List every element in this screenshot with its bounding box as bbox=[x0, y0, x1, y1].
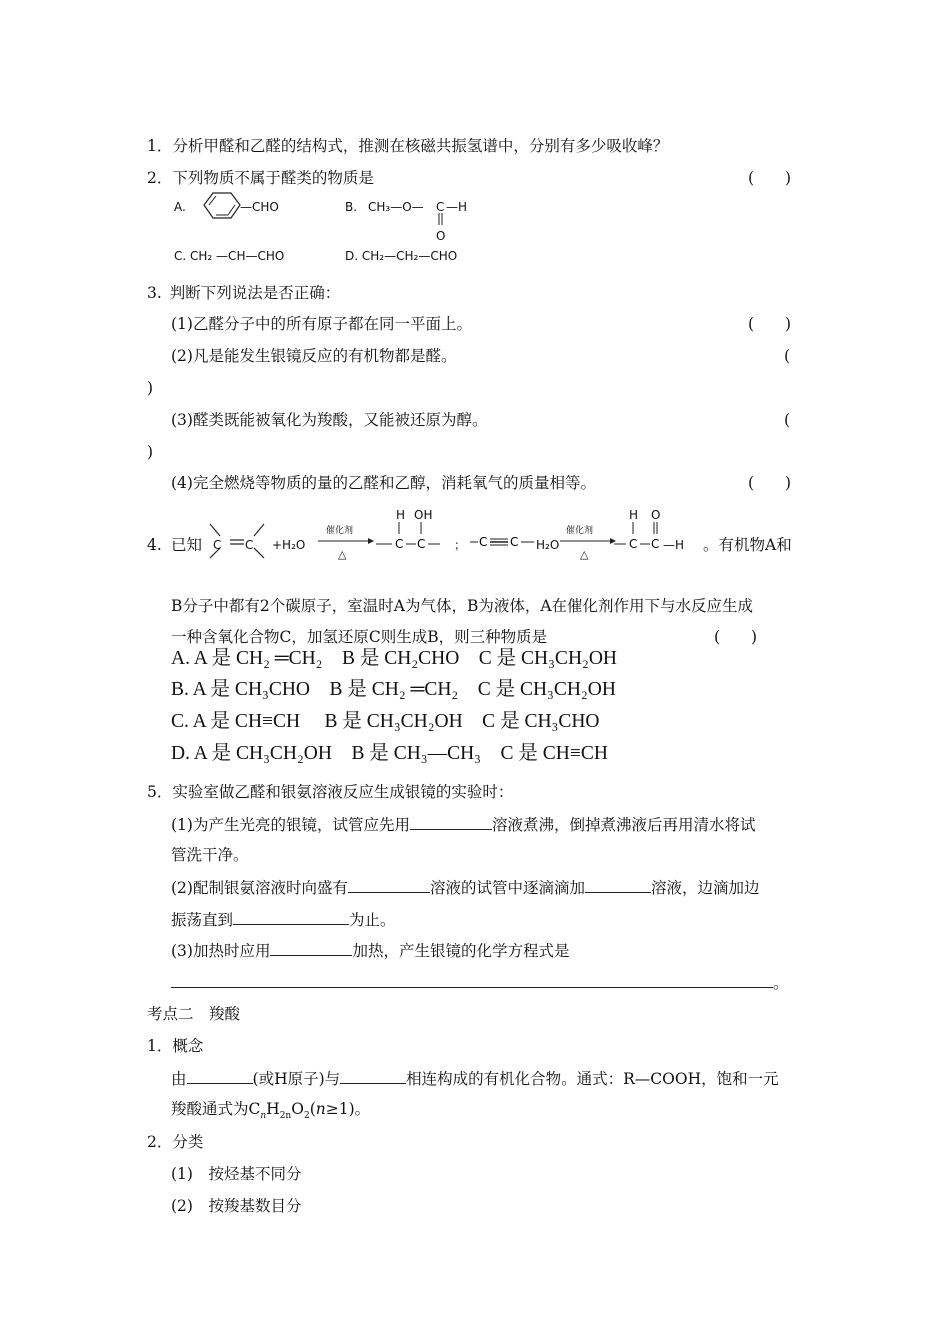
section-2-concept-heading: 1．概念 bbox=[147, 1037, 204, 1055]
q3-text: 判断下列说法是否正确： bbox=[169, 284, 341, 302]
q3-paren-4: ( ) bbox=[748, 474, 792, 492]
concept-text-b: (或H原子)与 bbox=[252, 1070, 341, 1088]
q2-option-a-label: A. bbox=[174, 200, 186, 214]
q4-option-b: B. A 是 CH₃CHO B 是 CH₂ ═CH₂ C 是 CH₃CH₂OH bbox=[171, 679, 616, 700]
q3-statement-1: (1)乙醛分子中的所有原子都在同一平面上。 bbox=[171, 315, 472, 333]
q2-option-a-group: —CHO bbox=[240, 200, 279, 214]
q4-known: 已知 bbox=[171, 536, 203, 554]
classification-item-2: (2) 按羧基数目分 bbox=[171, 1197, 302, 1215]
q4-alkene-c1: C bbox=[213, 538, 222, 552]
q2-option-d bbox=[345, 246, 457, 266]
q4-number: 4. bbox=[147, 536, 162, 554]
formula-rest: ≥1)。 bbox=[325, 1100, 371, 1118]
q5-item-2-text-b: 溶液的试管中逐滴滴加 bbox=[429, 879, 585, 897]
q4-aldehyde-o: O bbox=[651, 508, 661, 522]
svg-text:C: C bbox=[651, 537, 660, 551]
q1 bbox=[147, 136, 668, 156]
q4-option-d: D. A 是 CH₃CH₂OH B 是 CH₃—CH₃ C 是 CH≡CH bbox=[171, 743, 608, 764]
q4-aldehyde-h: —H bbox=[663, 538, 685, 552]
q4-line-2: B分子中都有2个碳原子，室温时A为气体，B为液体，A在催化剂作用下与水反应生成 bbox=[171, 597, 754, 615]
q2-number: 2． bbox=[147, 169, 173, 187]
classification-item-1: (1) 按烃基不同分 bbox=[171, 1165, 302, 1183]
q5-text: 实验室做乙醛和银氨溶液反应生成银镜的实验时： bbox=[172, 783, 514, 801]
q4-product-h: H bbox=[396, 508, 406, 522]
q5-item-2-cont bbox=[171, 909, 396, 930]
q4-separator: ； bbox=[454, 538, 467, 552]
q3-statement-4: (4)完全燃烧等物质的量的乙醛和乙醇，消耗氧气的质量相等。 bbox=[171, 474, 596, 492]
q5-blank-1[interactable] bbox=[410, 814, 492, 830]
q5-item-1 bbox=[171, 814, 755, 835]
alcohol-structure bbox=[374, 520, 444, 552]
q1-number: 1． bbox=[147, 137, 173, 155]
formula-h: H bbox=[266, 1100, 280, 1118]
q5-equation-line bbox=[171, 972, 789, 993]
svg-text:C: C bbox=[510, 535, 519, 549]
q4-water-1: +H₂O bbox=[272, 538, 306, 552]
svg-text:C: C bbox=[479, 535, 488, 549]
concept-blank-2[interactable] bbox=[340, 1068, 406, 1084]
q2-option-c-label: C. bbox=[174, 249, 187, 263]
q2 bbox=[147, 168, 374, 188]
q5-blank-3[interactable] bbox=[585, 877, 651, 893]
concept-text-c: 相连构成的有机化合物。通式：R—COOH，饱和一元 bbox=[406, 1070, 779, 1088]
q4-alkene-c2: C bbox=[245, 538, 254, 552]
concept-text-a: 由 bbox=[171, 1070, 187, 1088]
q5-item-3 bbox=[171, 940, 569, 961]
q3-paren-1: ( ) bbox=[748, 315, 792, 333]
q2-option-b-carbon: C bbox=[436, 200, 445, 214]
q5-blank-2[interactable] bbox=[348, 877, 430, 893]
svg-text:C: C bbox=[629, 537, 638, 551]
section-2-concept-line-1 bbox=[171, 1068, 779, 1089]
q5-item-3-text-b: 加热，产生银镜的化学方程式是 bbox=[352, 942, 570, 960]
q2-option-d-formula: CH₂—CH₂—CHO bbox=[361, 249, 458, 263]
q2-option-b-label: B. bbox=[345, 200, 358, 214]
q4-heat-2: △ bbox=[580, 548, 589, 561]
formula-paren: ( bbox=[309, 1100, 316, 1118]
q5-item-2-text-a: (2)配制银氨溶液时向盛有 bbox=[171, 879, 348, 897]
q3-paren-2-open: ( bbox=[784, 347, 791, 365]
q5 bbox=[147, 782, 513, 802]
formula-c: 羧酸通式为C bbox=[171, 1100, 261, 1118]
q3-number: 3. bbox=[147, 284, 162, 302]
concept-blank-1[interactable] bbox=[187, 1068, 253, 1084]
section-2-concept-line-2 bbox=[171, 1099, 370, 1126]
q2-option-d-label: D. bbox=[345, 249, 359, 263]
q2-option-c bbox=[174, 246, 284, 266]
q2-answer-paren: ( ) bbox=[748, 169, 792, 187]
q5-item-3-text-a: (3)加热时应用 bbox=[171, 942, 271, 960]
q2-option-b-h: —H bbox=[446, 200, 468, 214]
q3-paren-3-close: ) bbox=[147, 443, 154, 461]
q4-answer-paren: ( ) bbox=[714, 628, 758, 646]
q2-option-c-formula: CH₂ —CH—CHO bbox=[190, 249, 285, 263]
formula-sub-2n: 2n bbox=[279, 1111, 292, 1122]
section-2-classification-heading: 2．分类 bbox=[147, 1133, 204, 1151]
q3-statement-3: (3)醛类既能被氧化为羧酸，又能被还原为醇。 bbox=[171, 411, 488, 429]
q5-end-mark: 。 bbox=[773, 974, 789, 992]
q3-statement-2: (2)凡是能发生银镜反应的有机物都是醛。 bbox=[171, 347, 457, 365]
q4-catalyst-1: 催化剂 bbox=[326, 526, 354, 536]
q5-item-1-cont: 管洗干净。 bbox=[171, 846, 249, 864]
formula-n: n bbox=[315, 1100, 326, 1118]
q4-water-2: H₂O bbox=[536, 538, 560, 552]
q4-line-3: 一种含氧化合物C，加氢还原C则生成B，则三种物质是 bbox=[171, 628, 548, 646]
q4-catalyst-2: 催化剂 bbox=[566, 526, 594, 536]
q4-option-a: A. A 是 CH₂ ═CH₂ B 是 CH₂CHO C 是 CH₃CH₂OH bbox=[171, 648, 617, 669]
q5-item-2-text-c: 溶液，边滴加边 bbox=[650, 879, 760, 897]
q4-option-c: C. A 是 CH≡CH B 是 CH₃CH₂OH C 是 CH₃CHO bbox=[171, 711, 600, 732]
q2-text: 下列物质不属于醛类的物质是 bbox=[172, 169, 374, 187]
q2-option-b-ch3: CH₃—O— bbox=[368, 200, 424, 214]
svg-text:C: C bbox=[395, 537, 404, 551]
formula-sub-n: n bbox=[260, 1111, 267, 1122]
q5-item-2 bbox=[171, 877, 760, 898]
q3 bbox=[147, 283, 340, 303]
section-2-title: 考点二 羧酸 bbox=[147, 1005, 241, 1023]
q4-aldehyde-h-top: H bbox=[629, 508, 639, 522]
q5-item-1-text-a: (1)为产生光亮的银镜，试管应先用 bbox=[171, 816, 410, 834]
q5-blank-4[interactable] bbox=[233, 909, 349, 925]
formula-o: O bbox=[291, 1100, 304, 1118]
svg-text:C: C bbox=[417, 537, 426, 551]
q3-paren-3-open: ( bbox=[784, 411, 791, 429]
q4-tail: 。有机物A和 bbox=[703, 536, 792, 554]
q4-heat-1: △ bbox=[338, 548, 347, 561]
q5-item-2-text-d: 振荡直到 bbox=[171, 911, 234, 929]
q5-blank-6[interactable] bbox=[171, 972, 773, 988]
q5-number: 5． bbox=[147, 783, 173, 801]
q2-option-b-oxygen: O bbox=[436, 229, 446, 243]
q1-text: 分析甲醛和乙醛的结构式，推测在核磁共振氢谱中，分别有多少吸收峰？ bbox=[172, 137, 669, 155]
q5-blank-5[interactable] bbox=[270, 940, 352, 956]
q5-item-2-text-e: 为止。 bbox=[349, 911, 396, 929]
formula-sub-2: 2 bbox=[303, 1111, 310, 1122]
alkyne-structure bbox=[468, 536, 536, 548]
carbonyl-double-bond bbox=[436, 212, 446, 226]
q5-item-1-text-b: 溶液煮沸，倒掉煮沸液后再用清水将试 bbox=[491, 816, 756, 834]
q3-paren-2-close: ) bbox=[147, 379, 154, 397]
q4-product-oh: OH bbox=[414, 508, 433, 522]
